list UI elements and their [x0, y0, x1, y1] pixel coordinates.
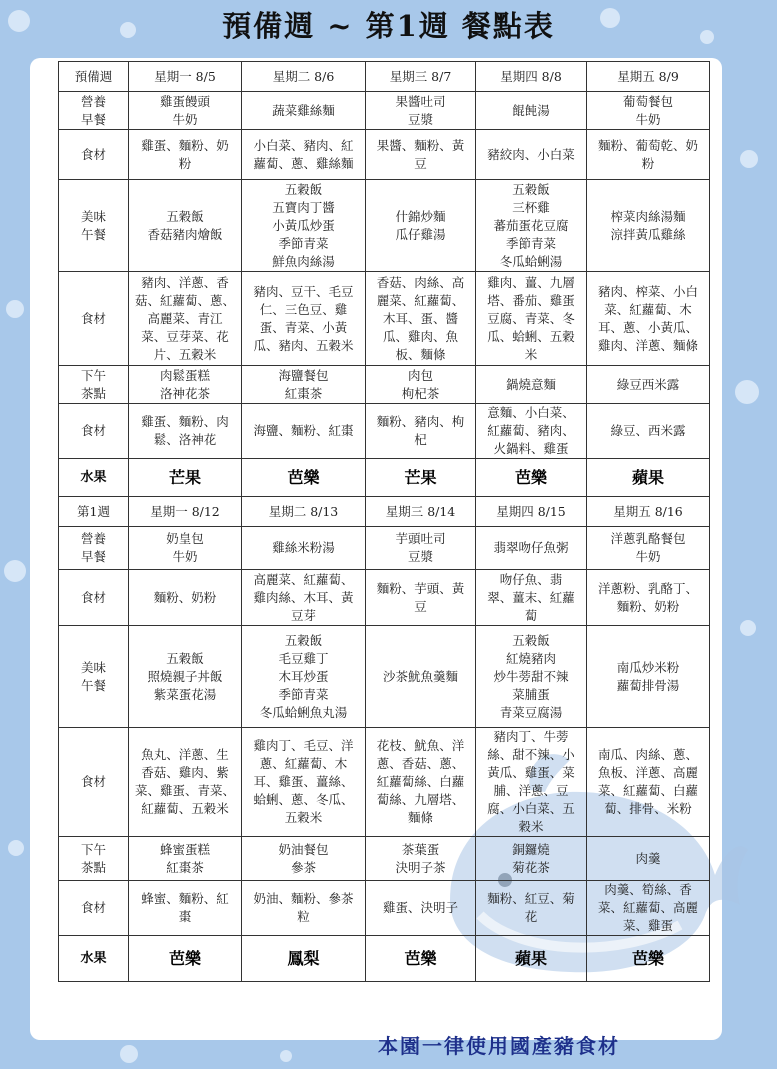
ingredients-row — [59, 130, 710, 180]
ingredient-cell: 意麵、小白菜、 紅蘿蔔、豬肉、 火鍋料、雞蛋 — [476, 404, 587, 459]
meal-row — [59, 837, 710, 881]
fruit-cell: 蘋果 — [587, 459, 710, 497]
meal-cell: 翡翠吻仔魚粥 — [476, 527, 587, 570]
row-label: 食材 — [59, 272, 129, 366]
row-label: 水果 — [59, 459, 129, 497]
week-section — [59, 497, 710, 982]
fruit-cell: 芭樂 — [129, 936, 242, 982]
meal-cell: 茶葉蛋 決明子茶 — [366, 837, 476, 881]
meal-cell: 奶皇包 牛奶 — [129, 527, 242, 570]
ingredient-cell: 麵粉、奶粉 — [129, 570, 242, 626]
meal-row — [59, 527, 710, 570]
day-header: 星期五 8/9 — [587, 62, 710, 92]
ingredient-cell: 雞蛋、決明子 — [366, 881, 476, 936]
page-title: 預備週 ~ 第1週 餐點表 — [222, 9, 555, 43]
ingredient-cell: 雞蛋、麵粉、肉 鬆、洛神花 — [129, 404, 242, 459]
fruit-cell: 芒果 — [366, 459, 476, 497]
ingredient-cell: 豬絞肉、小白菜 — [476, 130, 587, 180]
meal-cell: 五穀飯 三杯雞 蕃茄蛋花豆腐 季節青菜 冬瓜蛤蜊湯 — [476, 180, 587, 272]
ingredient-cell: 麵粉、芋頭、黃 豆 — [366, 570, 476, 626]
ingredient-cell: 吻仔魚、翡 翠、薑末、紅蘿 蔔 — [476, 570, 587, 626]
meal-cell: 鍋燒意麵 — [476, 366, 587, 404]
ingredient-cell: 魚丸、洋蔥、生 香菇、雞肉、紫 菜、雞蛋、青菜、 紅蘿蔔、五穀米 — [129, 728, 242, 837]
ingredient-cell: 豬肉、豆干、毛豆 仁、三色豆、雞 蛋、青菜、小黃 瓜、豬肉、五穀米 — [242, 272, 366, 366]
meal-cell: 五穀飯 五寶肉丁醬 小黃瓜炒蛋 季節青菜 鮮魚肉絲湯 — [242, 180, 366, 272]
ingredient-cell: 南瓜、肉絲、蔥、 魚板、洋蔥、高麗 菜、紅蘿蔔、白蘿 蔔、排骨、米粉 — [587, 728, 710, 837]
week-label: 預備週 — [59, 62, 129, 92]
meal-cell: 肉鬆蛋糕 洛神花茶 — [129, 366, 242, 404]
ingredient-cell: 雞肉、薑、九層 塔、番茄、雞蛋 豆腐、青菜、冬 瓜、蛤蜊、五穀 米 — [476, 272, 587, 366]
meal-cell: 什錦炒麵 瓜仔雞湯 — [366, 180, 476, 272]
fruit-row — [59, 459, 710, 497]
meal-cell: 奶油餐包 參茶 — [242, 837, 366, 881]
row-label: 美味 午餐 — [59, 626, 129, 728]
meal-table — [58, 61, 710, 982]
meal-row — [59, 366, 710, 404]
week-label: 第1週 — [59, 497, 129, 527]
ingredients-row — [59, 570, 710, 626]
ingredients-row — [59, 272, 710, 366]
meal-cell: 五穀飯 毛豆雞丁 木耳炒蛋 季節青菜 冬瓜蛤蜊魚丸湯 — [242, 626, 366, 728]
row-label: 美味 午餐 — [59, 180, 129, 272]
ingredients-row — [59, 404, 710, 459]
fruit-row — [59, 936, 710, 982]
ingredient-cell: 肉羹、筍絲、香 菜、紅蘿蔔、高麗 菜、雞蛋 — [587, 881, 710, 936]
ingredient-cell: 花枝、魷魚、洋 蔥、香菇、蔥、 紅蘿蔔絲、白蘿 蔔絲、九層塔、 麵條 — [366, 728, 476, 837]
fruit-cell: 蘋果 — [476, 936, 587, 982]
meal-cell: 銅鑼燒 菊花茶 — [476, 837, 587, 881]
day-header: 星期四 8/15 — [476, 497, 587, 527]
meal-cell: 南瓜炒米粉 蘿蔔排骨湯 — [587, 626, 710, 728]
week-section — [59, 62, 710, 497]
ingredient-cell: 綠豆、西米露 — [587, 404, 710, 459]
ingredient-cell: 豬肉、榨菜、小白 菜、紅蘿蔔、木 耳、蔥、小黃瓜、 雞肉、洋蔥、麵條 — [587, 272, 710, 366]
day-header: 星期三 8/7 — [366, 62, 476, 92]
footer-note: 本園一律使用國產豬食材 — [378, 1034, 620, 1058]
day-header: 星期五 8/16 — [587, 497, 710, 527]
ingredient-cell: 麵粉、紅豆、菊 花 — [476, 881, 587, 936]
day-header: 星期一 8/5 — [129, 62, 242, 92]
ingredient-cell: 奶油、麵粉、參茶 粒 — [242, 881, 366, 936]
meal-cell: 雞絲米粉湯 — [242, 527, 366, 570]
meal-cell: 綠豆西米露 — [587, 366, 710, 404]
day-header: 星期四 8/8 — [476, 62, 587, 92]
ingredient-cell: 蜂蜜、麵粉、紅 棗 — [129, 881, 242, 936]
row-label: 營養 早餐 — [59, 527, 129, 570]
meal-cell: 五穀飯 紅燒豬肉 炒牛蒡甜不辣 菜脯蛋 青菜豆腐湯 — [476, 626, 587, 728]
day-header: 星期二 8/6 — [242, 62, 366, 92]
fruit-cell: 芭樂 — [366, 936, 476, 982]
ingredient-cell: 洋蔥粉、乳酪丁、 麵粉、奶粉 — [587, 570, 710, 626]
ingredient-cell: 豬肉、洋蔥、香 菇、紅蘿蔔、蔥、 高麗菜、青江 菜、豆芽菜、花 片、五穀米 — [129, 272, 242, 366]
ingredient-cell: 海鹽、麵粉、紅棗 — [242, 404, 366, 459]
ingredient-cell: 麵粉、豬肉、枸 杞 — [366, 404, 476, 459]
meal-cell: 葡萄餐包 牛奶 — [587, 92, 710, 130]
meal-row — [59, 626, 710, 728]
ingredient-cell: 果醬、麵粉、黃 豆 — [366, 130, 476, 180]
row-label: 下午 茶點 — [59, 366, 129, 404]
week-header-row — [59, 62, 710, 92]
meal-cell: 肉羹 — [587, 837, 710, 881]
meal-cell: 餛飩湯 — [476, 92, 587, 130]
fruit-cell: 芭樂 — [587, 936, 710, 982]
meal-cell: 芋頭吐司 豆漿 — [366, 527, 476, 570]
fruit-cell: 鳳梨 — [242, 936, 366, 982]
fruit-cell: 芒果 — [129, 459, 242, 497]
meal-cell: 五穀飯 照燒親子丼飯 紫菜蛋花湯 — [129, 626, 242, 728]
meal-cell: 雞蛋饅頭 牛奶 — [129, 92, 242, 130]
row-label: 食材 — [59, 130, 129, 180]
ingredient-cell: 豬肉丁、牛蒡 絲、甜不辣、小 黃瓜、雞蛋、菜 脯、洋蔥、豆 腐、小白菜、五 穀米 — [476, 728, 587, 837]
row-label: 食材 — [59, 570, 129, 626]
day-header: 星期一 8/12 — [129, 497, 242, 527]
ingredient-cell: 高麗菜、紅蘿蔔、 雞肉絲、木耳、黃 豆芽 — [242, 570, 366, 626]
ingredient-cell: 雞肉丁、毛豆、洋 蔥、紅蘿蔔、木 耳、雞蛋、薑絲、 蛤蜊、蔥、冬瓜、 五穀米 — [242, 728, 366, 837]
ingredients-row — [59, 881, 710, 936]
meal-cell: 榨菜肉絲湯麵 涼拌黃瓜雞絲 — [587, 180, 710, 272]
fruit-cell: 芭樂 — [476, 459, 587, 497]
meal-cell: 沙茶魷魚羹麵 — [366, 626, 476, 728]
row-label: 水果 — [59, 936, 129, 982]
ingredient-cell: 麵粉、葡萄乾、奶 粉 — [587, 130, 710, 180]
meal-cell: 五穀飯 香菇豬肉燴飯 — [129, 180, 242, 272]
row-label: 食材 — [59, 881, 129, 936]
ingredients-row — [59, 728, 710, 837]
row-label: 下午 茶點 — [59, 837, 129, 881]
row-label: 食材 — [59, 728, 129, 837]
week-header-row — [59, 497, 710, 527]
day-header: 星期二 8/13 — [242, 497, 366, 527]
day-header: 星期三 8/14 — [366, 497, 476, 527]
fruit-cell: 芭樂 — [242, 459, 366, 497]
meal-row — [59, 92, 710, 130]
meal-cell: 肉包 枸杞茶 — [366, 366, 476, 404]
meal-row — [59, 180, 710, 272]
meal-cell: 海鹽餐包 紅棗茶 — [242, 366, 366, 404]
meal-cell: 蔬菜雞絲麵 — [242, 92, 366, 130]
ingredient-cell: 小白菜、豬肉、紅 蘿蔔、蔥、雞絲麵 — [242, 130, 366, 180]
ingredient-cell: 香菇、肉絲、高 麗菜、紅蘿蔔、 木耳、蛋、醬 瓜、雞肉、魚 板、麵條 — [366, 272, 476, 366]
meal-cell: 蜂蜜蛋糕 紅棗茶 — [129, 837, 242, 881]
row-label: 營養 早餐 — [59, 92, 129, 130]
ingredient-cell: 雞蛋、麵粉、奶 粉 — [129, 130, 242, 180]
meal-cell: 洋蔥乳酪餐包 牛奶 — [587, 527, 710, 570]
meal-cell: 果醬吐司 豆漿 — [366, 92, 476, 130]
row-label: 食材 — [59, 404, 129, 459]
